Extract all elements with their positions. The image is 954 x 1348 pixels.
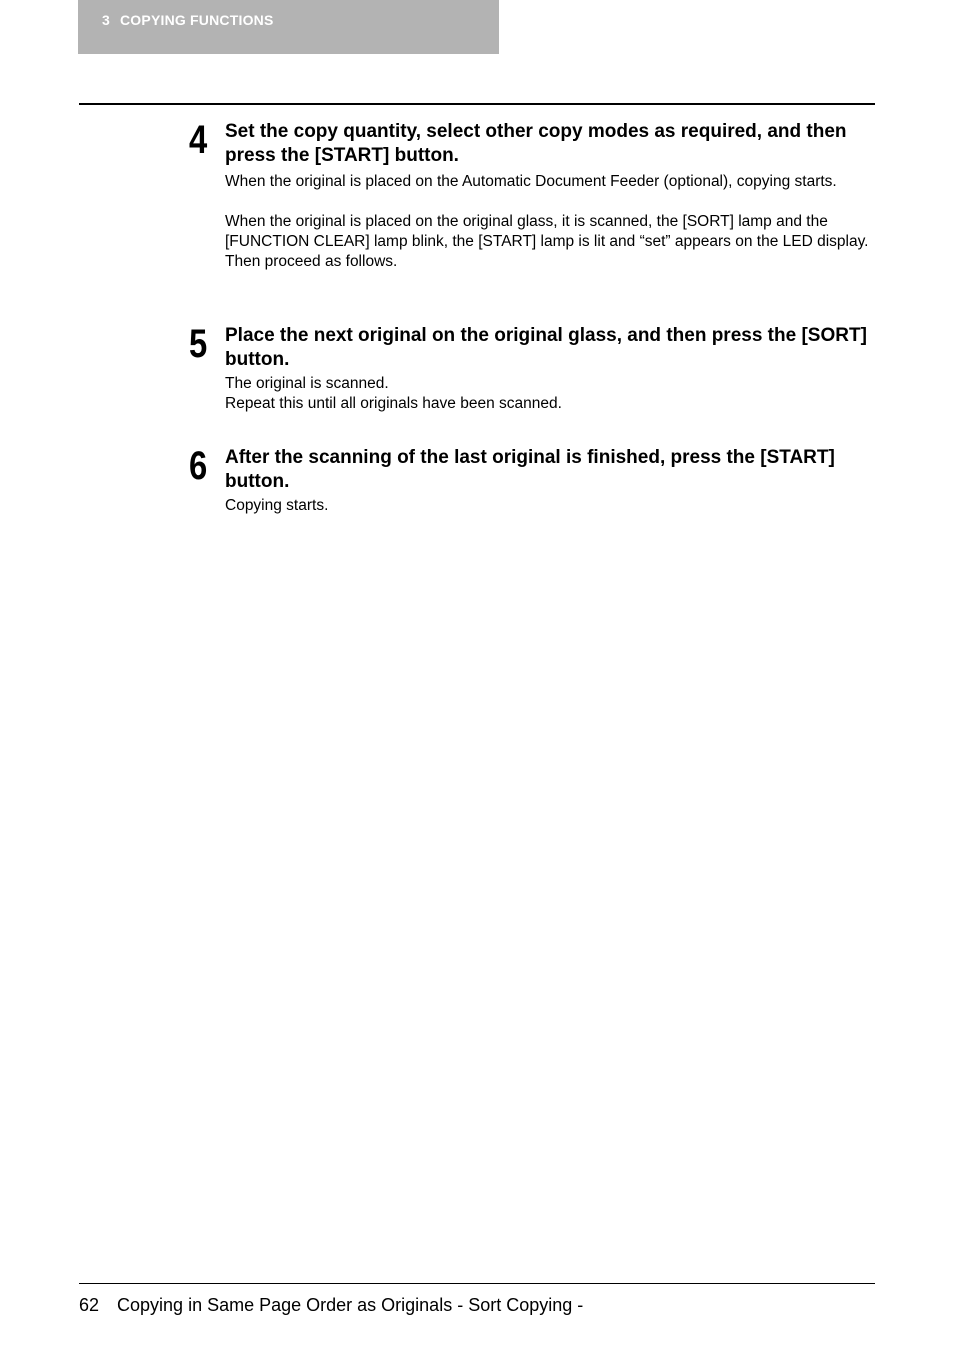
- step-number: 6: [189, 444, 208, 488]
- step-paragraph: Repeat this until all originals have been scanned.: [225, 395, 562, 412]
- step-body: [225, 496, 877, 516]
- step-paragraph: The original is scanned.: [225, 375, 389, 392]
- chapter-number: 3: [102, 12, 110, 28]
- step-body: [225, 374, 877, 414]
- step-paragraph: When the original is placed on the original glass, it is scanned, the [SORT] lamp and the [FUNCTION CLEAR] lamp blink, the [START] lamp is lit and “set” appears on the LED display. Then proceed as follows.: [225, 213, 869, 270]
- step-body: [225, 172, 877, 272]
- footer-section-title: Copying in Same Page Order as Originals - Sort Copying -: [117, 1295, 584, 1315]
- step-paragraph: When the original is placed on the Automatic Document Feeder (optional), copying starts.: [225, 173, 837, 190]
- step-paragraph: Copying starts.: [225, 497, 329, 514]
- page-number: 62: [79, 1295, 100, 1315]
- page-footer: [79, 1294, 583, 1316]
- step-number: 5: [189, 322, 208, 366]
- chapter-header-tab: [78, 0, 499, 54]
- step-title: After the scanning of the last original is finished, press the [START] button.: [225, 447, 835, 492]
- step-number: 4: [189, 118, 208, 162]
- bottom-divider: [79, 1283, 875, 1284]
- top-divider: [79, 103, 875, 105]
- step-title: Set the copy quantity, select other copy modes as required, and then press the [START] button.: [225, 121, 847, 166]
- step-title: Place the next original on the original glass, and then press the [SORT] button.: [225, 325, 867, 370]
- chapter-label: [102, 12, 274, 28]
- chapter-title: COPYING FUNCTIONS: [120, 12, 274, 28]
